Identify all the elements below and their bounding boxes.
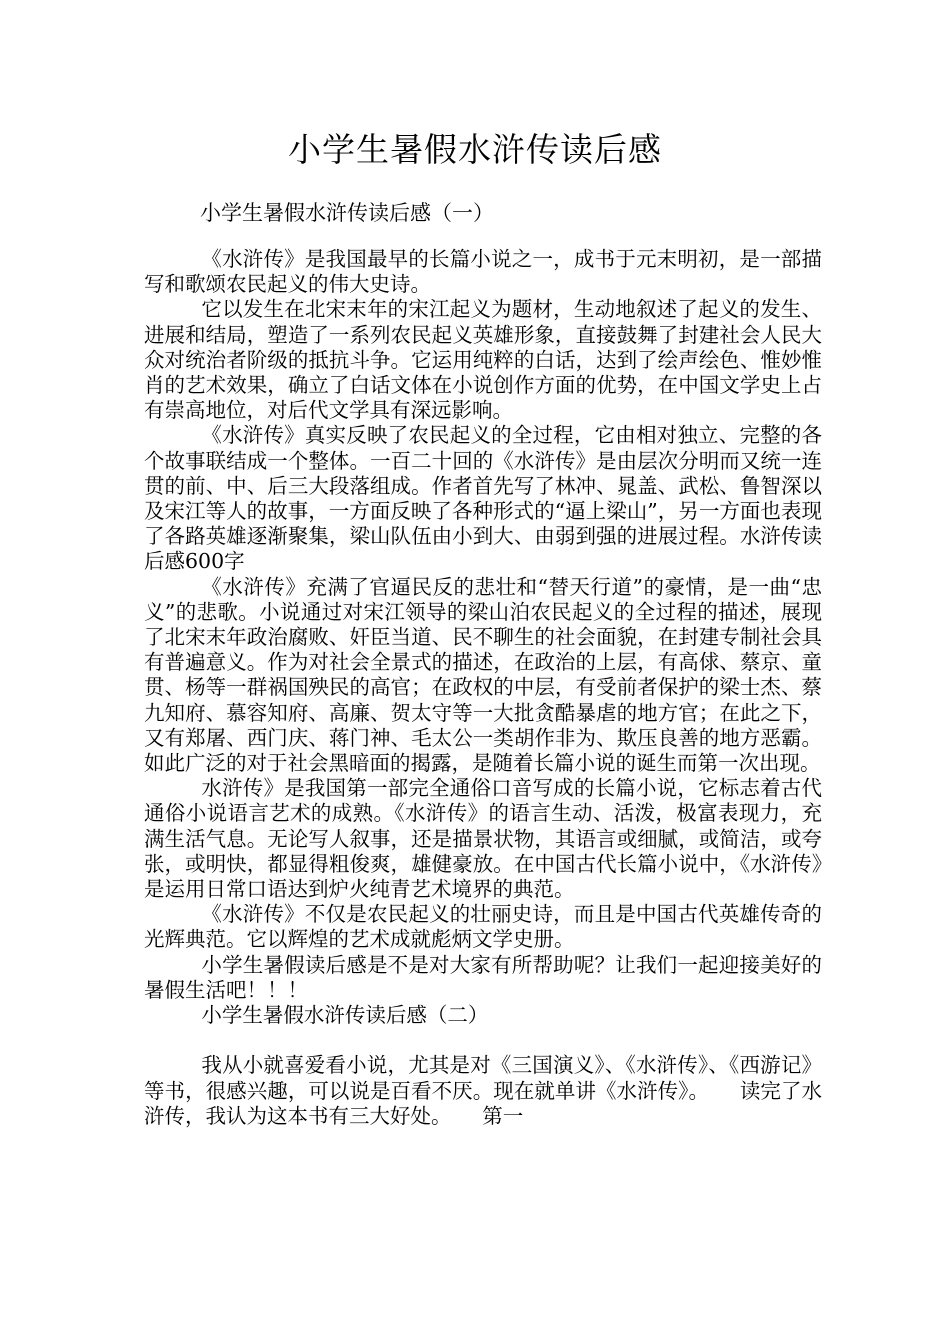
section-heading-1: 小学生暑假水浒传读后感（一）	[200, 201, 494, 225]
paragraph-2: 它以发生在北宋末年的宋江起义为题材，生动地叙述了起义的发生、进展和结局，塑造了一系列农民起义英雄形象，直接鼓舞了封建社会人民大众对统治者阶级的抵抗斗争。它运用纯粹的白话，达到了绘声绘色、惟妙惟肖的艺术效果，确立了白话文体在小说创作方面的优势，在中国文学史上占有崇高地位，对后代文学具有深远影响。	[144, 297, 822, 423]
paragraph-1: 《水浒传》是我国最早的长篇小说之一，成书于元末明初，是一部描写和歌颂农民起义的伟大史诗。	[144, 247, 822, 297]
paragraph-6: 《水浒传》不仅是农民起义的壮丽史诗，而且是中国古代英雄传奇的光辉典范。它以辉煌的艺术成就彪炳文学史册。	[144, 902, 822, 952]
paragraph-3: 《水浒传》真实反映了农民起义的全过程，它由相对独立、完整的各个故事联结成一个整体。一百二十回的《水浒传》是由层次分明而又统一连贯的前、中、后三大段落组成。作者首先写了林冲、晁盖、武松、鲁智深以及宋江等人的故事，一方面反映了各种形式的“逼上梁山”，另一方面也表现了各路英雄逐渐聚集，梁山队伍由小到大、由弱到强的进展过程。水浒传读后感600字	[144, 423, 822, 574]
section2-paragraph-1: 我从小就喜爱看小说，尤其是对《三国演义》、《水浒传》、《西游记》等书，很感兴趣，可以说是百看不厌。现在就单讲《水浒传》。 读完了水浒传，我认为这本书有三大好处。 第一	[144, 1053, 822, 1128]
paragraph-4: 《水浒传》充满了官逼民反的悲壮和“替天行道”的豪情，是一曲“忠义”的悲歌。小说通过对宋江领导的梁山泊农民起义的全过程的描述，展现了北宋末年政治腐败、奸臣当道、民不聊生的社会面貌，在封建专制社会具有普遍意义。作为对社会全景式的描述，在政治的上层，有高俅、蔡京、童贯、杨等一群祸国殃民的高官；在政权的中层，有受前者保护的梁士杰、蔡九知府、慕容知府、高廉、贺太守等一大批贪酷暴虐的地方官；在此之下，又有郑屠、西门庆、蒋门神、毛太公一类胡作非为、欺压良善的地方恶霸。如此广泛的对于社会黑暗面的揭露，是随着长篇小说的诞生而第一次出现。	[144, 574, 822, 776]
document-title: 小学生暑假水浒传读后感	[288, 130, 662, 169]
paragraph-5: 水浒传》是我国第一部完全通俗口音写成的长篇小说，它标志着古代通俗小说语言艺术的成熟。《水浒传》的语言生动、活泼，极富表现力，充满生活气息。无论写人叙事，还是描景状物，其语言或细腻，或简洁，或夸张，或明快，都显得粗俊爽，雄健豪放。在中国古代长篇小说中，《水浒传》是运用日常口语达到炉火纯青艺术境界的典范。	[144, 776, 822, 902]
document-body	[144, 247, 822, 1129]
section-heading-2: 小学生暑假水浒传读后感（二）	[201, 1003, 489, 1028]
paragraph-7: 小学生暑假读后感是不是对大家有所帮助呢？让我们一起迎接美好的暑假生活吧！！！	[144, 952, 822, 1002]
